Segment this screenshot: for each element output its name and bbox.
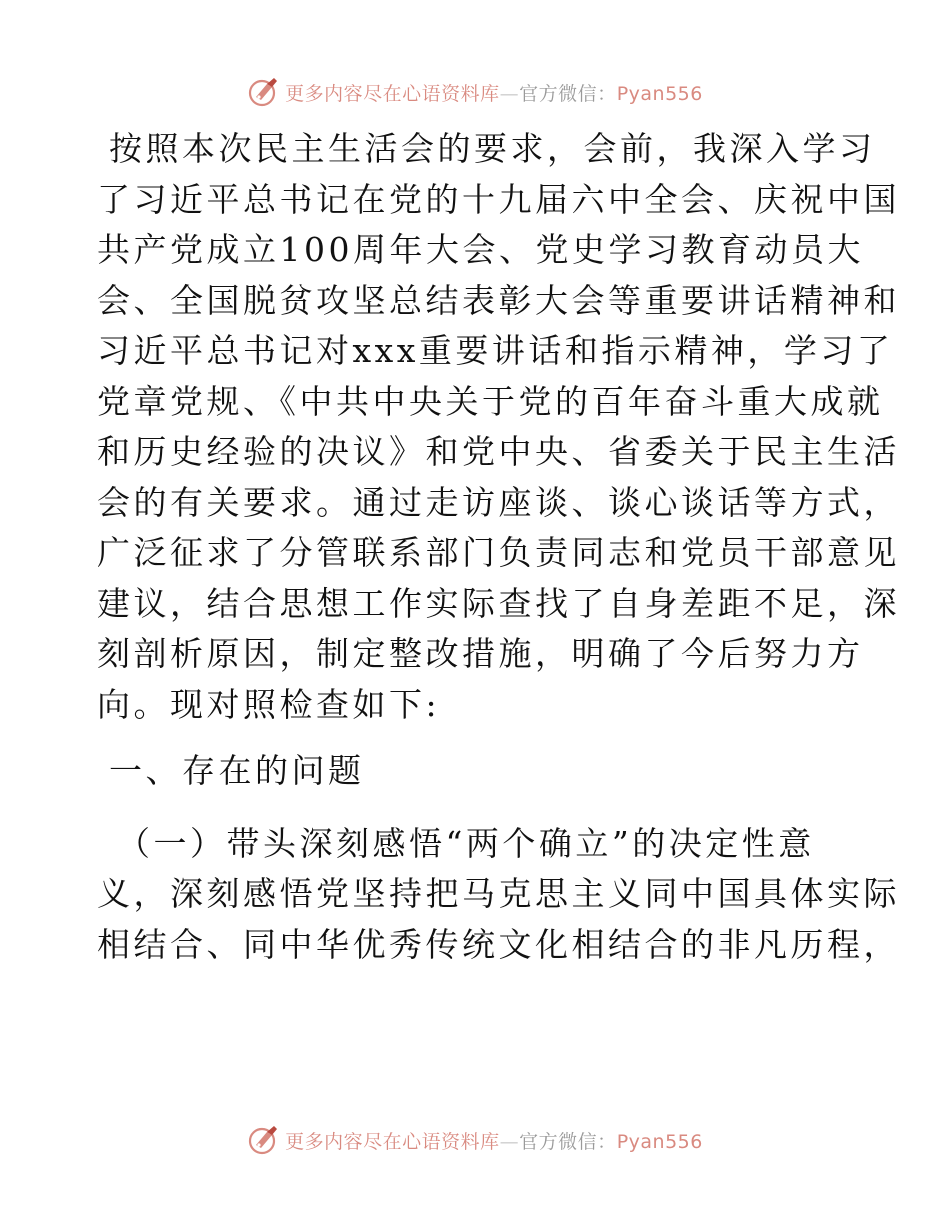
body-line: 会的有关要求。通过走访座谈、谈心谈话等方式，	[97, 482, 900, 522]
body-line: 广泛征求了分管联系部门负责同志和党员干部意见	[97, 533, 900, 572]
body-line: 党章党规、《中共中央关于党的百年奋斗重大成就	[97, 381, 884, 421]
watermark-official: 官方微信：	[519, 82, 617, 105]
subsection-line: 义，深刻感悟党坚持把马克思主义同中国具体实际	[97, 874, 900, 913]
body-line: 按照本次民主生活会的要求，会前，我深入学习	[109, 129, 876, 168]
watermark-official: 官方微信：	[519, 1130, 617, 1153]
pen-logo-icon	[247, 75, 281, 109]
body-line: 和历史经验的决议》和党中央、省委关于民主生活	[97, 432, 900, 471]
watermark-site: 更多内容尽在心语资料库	[285, 1130, 500, 1153]
watermark-header	[0, 72, 950, 112]
watermark-id: Pyan556	[616, 1130, 703, 1153]
pen-logo-icon	[247, 1123, 281, 1157]
body-line: 向。现对照检查如下:	[97, 684, 441, 724]
subsection-line: （一）带头深刻感悟“两个确立”的决定性意	[117, 823, 815, 863]
body-line: 共产党成立100周年大会、党史学习教育动员大	[97, 230, 864, 269]
watermark-dash: —	[499, 1130, 520, 1153]
watermark-id: Pyan556	[616, 82, 703, 105]
body-line: 习近平总书记对xxx重要讲话和指示精神，学习了	[97, 331, 894, 370]
body-line: 了习近平总书记在党的十九届六中全会、庆祝中国	[97, 179, 900, 219]
watermark-footer	[0, 1120, 950, 1160]
subsection-line: 相结合、同中华优秀传统文化相结合的非凡历程，	[97, 924, 900, 964]
section-heading: 一、存在的问题	[109, 751, 365, 790]
watermark-site: 更多内容尽在心语资料库	[285, 82, 500, 105]
watermark-text	[285, 79, 703, 106]
body-line: 会、全国脱贫攻坚总结表彰大会等重要讲话精神和	[97, 280, 900, 320]
document-body	[97, 124, 900, 970]
watermark-text	[285, 1127, 703, 1154]
body-line: 建议，结合思想工作实际查找了自身差距不足，深	[97, 583, 900, 623]
watermark-dash: —	[499, 82, 520, 105]
body-line: 刻剖析原因，制定整改措施，明确了今后努力方	[97, 634, 864, 673]
